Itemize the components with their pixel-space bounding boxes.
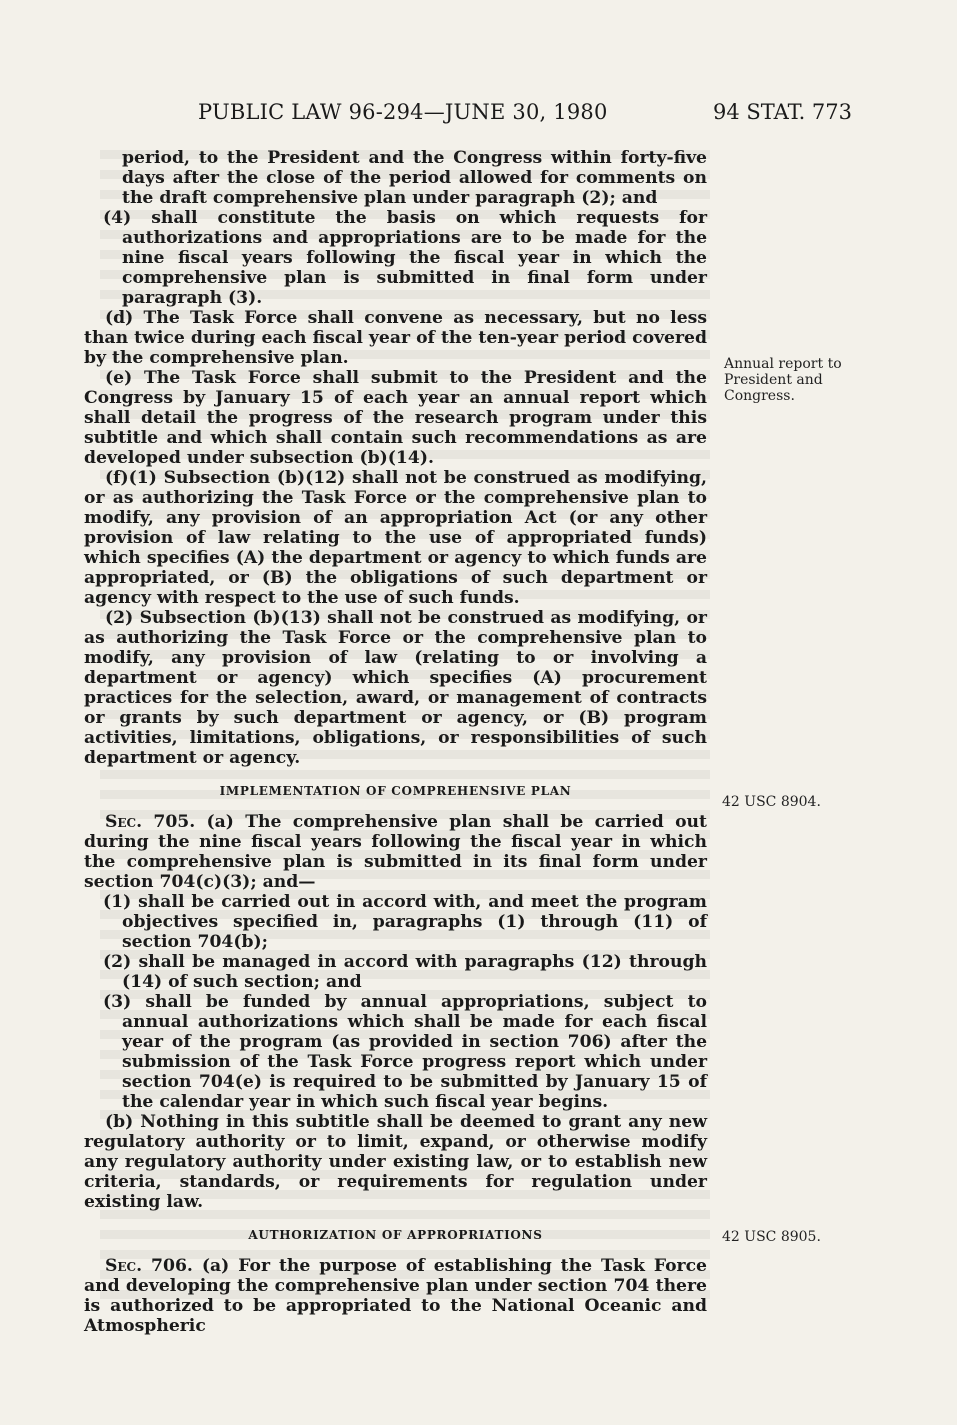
section-705-item-3: (3) shall be funded by annual appropriations, subject to annual authorizations which shall be made for each fiscal year of the program (as provided in section 706) after the submission of the Task Force progress report which under section 704(e) is required to be submitted by January 15 of the calendar year in which such fiscal year begins.: [103, 992, 707, 1112]
paragraph-c4: (4) shall constitute the basis on which requests for authorizations and appropriations are to be made for the nine fiscal years following the fiscal year in which the comprehensive plan is submitted in final form under paragraph (3).: [103, 208, 707, 308]
section-705-text: 705. (a) The comprehensive plan shall be carried out during the nine fiscal years following the fiscal year in which the comprehensive plan is submitted in its final form under section 704(c)(3); and—: [84, 812, 707, 892]
section-705-item-2: (2) shall be managed in accord with paragraphs (12) through (14) of such section; and: [103, 952, 707, 992]
paragraph-c3-continued: period, to the President and the Congress within forty-five days after the close of the period allowed for comments on the draft comprehensive plan under paragraph (2); and: [122, 148, 707, 208]
section-705-item-1: (1) shall be carried out in accord with, and meet the program objectives specified in, paragraphs (1) through (11) of section 704(b);: [103, 892, 707, 952]
paragraph-f2: (2) Subsection (b)(13) shall not be construed as modifying, or as authorizing the Task Force or the comprehensive plan to modify, any provision of law (relating to or involving a department or agency) which specifies (A) procurement practices for the selection, award, or management of contracts or grants by such department or agency, or (B) program activities, limitations, obligations, or responsibilities of such department or agency.: [84, 608, 707, 768]
header-stat-page: 94 STAT. 773: [713, 100, 853, 124]
header-title: PUBLIC LAW 96-294—JUNE 30, 1980: [198, 100, 608, 124]
margin-note-usc-8905: 42 USC 8905.: [722, 1229, 821, 1245]
paragraph-e: (e) The Task Force shall submit to the President and the Congress by January 15 of each year an annual report which shall detail the progress of the research program under this subtitle and which shall contain such recommendations as are developed under subsection (b)(14).: [84, 368, 707, 468]
margin-note-usc-8904: 42 USC 8904.: [722, 794, 821, 810]
margin-note-annual-report: Annual report to President and Congress.: [724, 356, 842, 404]
paragraph-d: (d) The Task Force shall convene as necessary, but no less than twice during each fiscal year of the ten-year period covered by the comprehensive plan.: [84, 308, 707, 368]
section-label: Sec.: [105, 812, 143, 832]
paragraph-f1: (f)(1) Subsection (b)(12) shall not be construed as modifying, or as authorizing the Task Force or the comprehensive plan to modify, any provision of an appropriation Act (or any other provision of law relating to the use of appropriated funds) which specifies (A) the department or agency to which funds are appropriated, or (B) the obligations of such department or agency with respect to the use of such funds.: [84, 468, 707, 608]
section-label: Sec.: [105, 1256, 143, 1276]
section-705-a: [84, 812, 707, 892]
section-706-text: 706. (a) For the purpose of establishing the Task Force and developing the comprehensive plan under section 704 there is authorized to be appropriated to the National Oceanic and Atmospheric: [84, 1256, 707, 1336]
page-header: [0, 100, 957, 132]
section-705-b: (b) Nothing in this subtitle shall be deemed to grant any new regulatory authority or to limit, expand, or otherwise modify any regulatory authority under existing law, or to establish new criteria, standards, or requirements for regulation under existing law.: [84, 1112, 707, 1212]
section-706-a: [84, 1256, 707, 1336]
section-heading-implementation: IMPLEMENTATION OF COMPREHENSIVE PLAN: [219, 784, 572, 798]
section-heading-authorization: AUTHORIZATION OF APPROPRIATIONS: [248, 1228, 543, 1242]
main-text: [84, 148, 707, 1336]
